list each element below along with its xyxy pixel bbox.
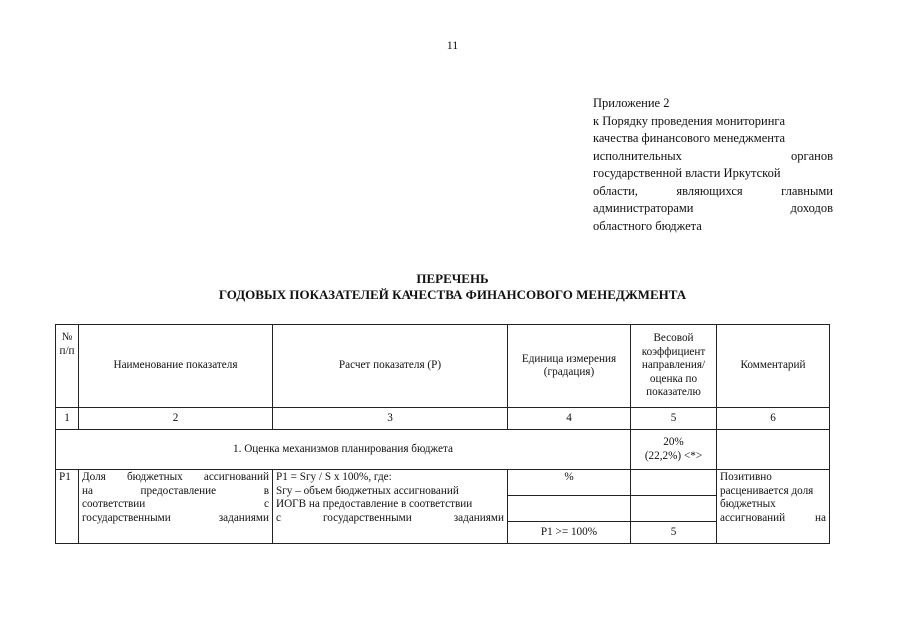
appendix-line: к Порядку проведения мониторинга bbox=[593, 113, 786, 128]
header-num: № п/п bbox=[56, 325, 79, 408]
appendix-line: областного бюджета bbox=[593, 218, 702, 233]
empty-cell bbox=[631, 496, 717, 522]
title-line-1: ПЕРЕЧЕНЬ bbox=[416, 271, 489, 286]
comment-line: Позитивно bbox=[720, 471, 772, 483]
table-row bbox=[56, 470, 830, 496]
appendix-line: качества финансового менеджмента bbox=[593, 131, 786, 145]
indicator-name bbox=[79, 470, 273, 544]
section-title: 1. Оценка механизмов планирования бюджета bbox=[56, 430, 631, 470]
calc-word: с bbox=[276, 511, 281, 524]
column-number: 6 bbox=[717, 408, 830, 430]
grade-score: 5 bbox=[631, 522, 717, 544]
calc-line: ИОГВ на предоставление в соответствии bbox=[276, 498, 473, 510]
table-header-row bbox=[56, 325, 830, 408]
comment-word: на bbox=[815, 511, 826, 524]
name-word: на bbox=[82, 484, 93, 497]
name-word: с bbox=[264, 498, 269, 510]
appendix-line: Приложение 2 bbox=[593, 96, 670, 110]
header-unit: Единица измерения (градация) bbox=[508, 325, 631, 408]
header-name: Наименование показателя bbox=[79, 325, 273, 408]
section-comment bbox=[717, 430, 830, 470]
indicators-table bbox=[55, 324, 830, 544]
indicator-comment bbox=[717, 470, 830, 544]
empty-cell bbox=[508, 496, 631, 522]
page-number: 11 bbox=[446, 38, 459, 52]
column-number: 1 bbox=[56, 408, 79, 430]
comment-line: расценивается доля bbox=[720, 484, 814, 497]
appendix-word: являющихся bbox=[676, 183, 743, 198]
name-word: предоставление bbox=[140, 484, 217, 497]
section-row bbox=[56, 430, 830, 470]
appendix-line bbox=[593, 200, 833, 218]
calc-line: P1 = Sгу / S x 100%, где: bbox=[276, 471, 392, 483]
column-number: 3 bbox=[273, 408, 508, 430]
section-weight bbox=[631, 430, 717, 470]
column-numbers-row bbox=[56, 408, 830, 430]
appendix-word: области, bbox=[593, 183, 638, 198]
header-weight: Весовой коэффициент направления/ оценка по показателю bbox=[631, 325, 717, 408]
appendix-word: главными bbox=[781, 183, 833, 198]
appendix-word: администраторами bbox=[593, 201, 694, 215]
column-number: 2 bbox=[79, 408, 273, 430]
calc-line: Sгу – объем бюджетных ассигнований bbox=[276, 484, 459, 497]
appendix-line: государственной власти Иркутской bbox=[593, 166, 781, 180]
indicator-weight bbox=[631, 470, 717, 496]
comment-line bbox=[720, 512, 826, 526]
row-id: P1 bbox=[56, 470, 79, 544]
document-title bbox=[0, 271, 905, 303]
name-word: в bbox=[263, 484, 269, 497]
comment-word: ассигнований bbox=[720, 511, 786, 524]
column-number: 5 bbox=[631, 408, 717, 430]
calc-word: государственными bbox=[323, 511, 412, 524]
name-line bbox=[82, 471, 269, 485]
appendix-line bbox=[593, 183, 833, 201]
comment-line: бюджетных bbox=[720, 498, 776, 510]
calc-word: заданиями bbox=[453, 511, 504, 524]
name-line bbox=[82, 485, 269, 499]
indicator-unit: % bbox=[508, 470, 631, 496]
name-word: ассигнований bbox=[203, 471, 269, 483]
header-calc: Расчет показателя (Р) bbox=[273, 325, 508, 408]
name-line bbox=[82, 498, 269, 512]
name-word: Доля bbox=[82, 471, 106, 483]
appendix-caption bbox=[593, 95, 833, 235]
appendix-word: исполнительных bbox=[593, 148, 682, 163]
indicator-calc bbox=[273, 470, 508, 544]
calc-line bbox=[276, 512, 504, 526]
appendix-word: органов bbox=[790, 148, 833, 163]
name-word: бюджетных bbox=[126, 471, 183, 483]
header-comment: Комментарий bbox=[717, 325, 830, 408]
name-line bbox=[82, 512, 269, 526]
title-line-2: ГОДОВЫХ ПОКАЗАТЕЛЕЙ КАЧЕСТВА ФИНАНСОВОГО МЕНЕДЖМЕНТА bbox=[218, 287, 687, 302]
column-number: 4 bbox=[508, 408, 631, 430]
name-word: государственными bbox=[82, 511, 171, 524]
name-word: соответствии bbox=[82, 498, 146, 510]
section-weight-note: (22,2%) <*> bbox=[644, 449, 703, 462]
name-word: заданиями bbox=[218, 511, 269, 524]
appendix-word: доходов bbox=[790, 201, 833, 215]
grade-condition: P1 >= 100% bbox=[508, 522, 631, 544]
appendix-line bbox=[593, 148, 833, 166]
section-weight-value: 20% bbox=[663, 436, 684, 448]
